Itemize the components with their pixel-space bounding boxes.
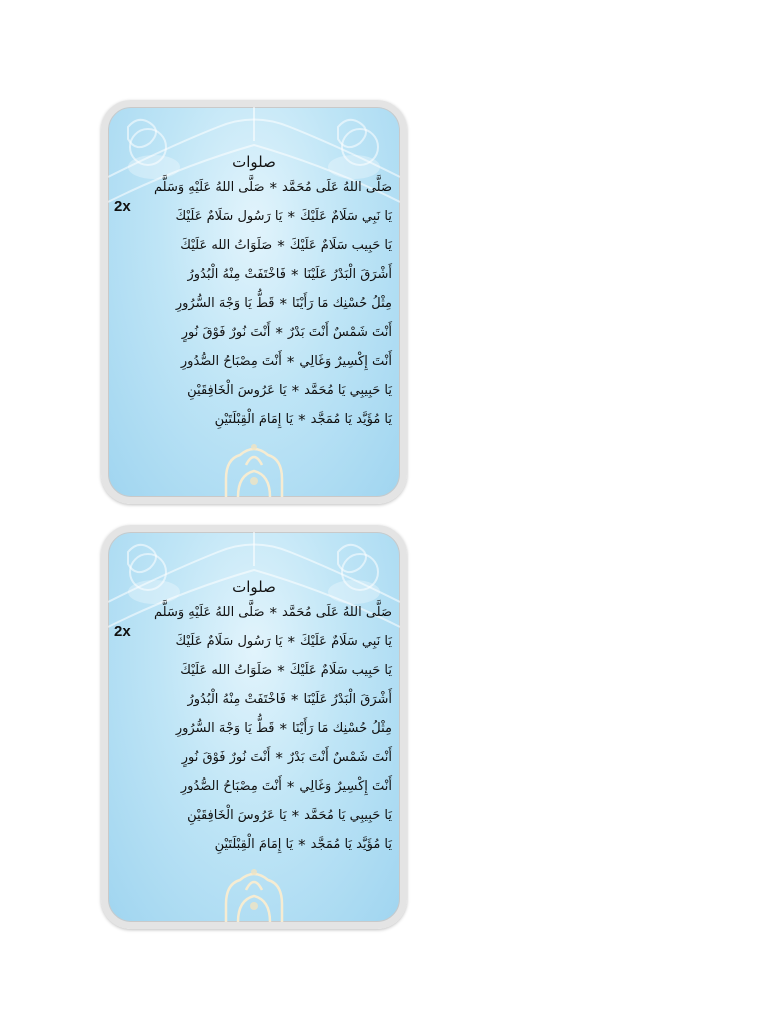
verse-list: [132, 173, 392, 434]
salawat-card-2: [101, 525, 407, 929]
verse-second-hemistich: صَلَّى اللهُ عَلَيْهِ وَسَلَّم: [153, 605, 265, 620]
verse-second-hemistich: فَاخْتَفَتْ مِنْهُ الْبُدُورُ: [187, 692, 286, 707]
verse-row: [132, 318, 392, 347]
separator-star-icon: *: [291, 265, 299, 284]
verse-first-hemistich: يَا مُؤَيَّد يَا مُمَجَّد: [310, 412, 392, 427]
verse-second-hemistich: قَطُّ يَا وَجْهَ السُّرُورِ: [175, 296, 275, 311]
separator-star-icon: *: [279, 719, 288, 738]
verse-second-hemistich: أَنْتَ نُورٌ فَوْقَ نُورٍ: [181, 325, 271, 340]
verse-first-hemistich: أَشْرَقَ الْبَدْرُ عَلَيْنَا: [303, 692, 392, 707]
verse-first-hemistich: يَا حَبِيبِي يَا مُحَمَّد: [304, 808, 392, 823]
verse-row: [132, 830, 392, 859]
verse-second-hemistich: صَلَّى اللهُ عَلَيْهِ وَسَلَّم: [153, 180, 265, 195]
verse-first-hemistich: يَا نَبِي سَلَامٌ عَلَيْكَ: [300, 209, 392, 224]
verse-row: [132, 685, 392, 714]
verse-first-hemistich: أَنْتَ إِكْسِيرٌ وَغَالِي: [299, 354, 392, 369]
separator-star-icon: *: [298, 410, 306, 429]
verse-second-hemistich: قَطُّ يَا وَجْهَ السُّرُورِ: [175, 721, 275, 736]
verse-first-hemistich: أَشْرَقَ الْبَدْرُ عَلَيْنَا: [303, 267, 392, 282]
verse-first-hemistich: صَلَّى اللهُ عَلَى مُحَمَّد: [281, 605, 392, 620]
verse-row: [132, 772, 392, 801]
separator-star-icon: *: [275, 323, 283, 342]
verse-second-hemistich: أَنْتَ مِصْبَاحُ الصُّدُورِ: [180, 779, 282, 794]
verse-row: [132, 347, 392, 376]
verse-row: [132, 260, 392, 289]
separator-star-icon: *: [287, 207, 295, 226]
separator-star-icon: *: [269, 603, 277, 622]
verse-row: [132, 202, 392, 231]
verse-first-hemistich: أَنْتَ إِكْسِيرٌ وَغَالِي: [299, 779, 392, 794]
separator-star-icon: *: [286, 352, 295, 371]
separator-star-icon: *: [291, 381, 300, 400]
separator-star-icon: *: [298, 835, 306, 854]
verse-first-hemistich: يَا نَبِي سَلَامٌ عَلَيْكَ: [300, 634, 392, 649]
verse-row: [132, 743, 392, 772]
card-content: [108, 107, 400, 497]
verse-second-hemistich: يَا إِمَامَ الْقِبْلَتَيْنِ: [214, 837, 294, 852]
verse-second-hemistich: أَنْتَ مِصْبَاحُ الصُّدُورِ: [180, 354, 282, 369]
verse-second-hemistich: صَلَوَاتُ الله عَلَيْكَ: [180, 238, 273, 253]
card-content: [108, 532, 400, 922]
repeat-note: 2x: [114, 623, 131, 640]
verse-second-hemistich: صَلَوَاتُ الله عَلَيْكَ: [180, 663, 273, 678]
separator-star-icon: *: [277, 661, 285, 680]
verse-row: [132, 173, 392, 202]
verse-row: [132, 405, 392, 434]
verse-row: [132, 376, 392, 405]
verse-first-hemistich: أَنْتَ شَمْسٌ أَنْتَ بَدْرٌ: [287, 325, 392, 340]
verse-second-hemistich: يَا رَسُول سَلَامٌ عَلَيْكَ: [175, 209, 283, 224]
repeat-note: 2x: [114, 198, 131, 215]
verse-first-hemistich: مِثْلُ حُسْنِك مَا رَأَيْنَا: [292, 296, 392, 311]
separator-star-icon: *: [291, 690, 299, 709]
separator-star-icon: *: [286, 777, 295, 796]
separator-star-icon: *: [269, 178, 277, 197]
verse-first-hemistich: يَا مُؤَيَّد يَا مُمَجَّد: [310, 837, 392, 852]
card-title: صلوات: [232, 153, 276, 171]
verse-row: [132, 598, 392, 627]
verse-first-hemistich: يَا حَبِيب سَلَامٌ عَلَيْكَ: [289, 663, 392, 678]
verse-second-hemistich: أَنْتَ نُورٌ فَوْقَ نُورٍ: [181, 750, 271, 765]
verse-second-hemistich: يَا إِمَامَ الْقِبْلَتَيْنِ: [214, 412, 294, 427]
verse-first-hemistich: أَنْتَ شَمْسٌ أَنْتَ بَدْرٌ: [287, 750, 392, 765]
verse-row: [132, 801, 392, 830]
separator-star-icon: *: [291, 806, 300, 825]
verse-first-hemistich: يَا حَبِيب سَلَامٌ عَلَيْكَ: [289, 238, 392, 253]
verse-second-hemistich: يَا رَسُول سَلَامٌ عَلَيْكَ: [175, 634, 283, 649]
verse-row: [132, 231, 392, 260]
separator-star-icon: *: [279, 294, 288, 313]
verse-row: [132, 289, 392, 318]
separator-star-icon: *: [287, 632, 295, 651]
verse-second-hemistich: فَاخْتَفَتْ مِنْهُ الْبُدُورُ: [187, 267, 286, 282]
verse-second-hemistich: يَا عَرُوسَ الْخَافِقَيْنِ: [187, 383, 287, 398]
separator-star-icon: *: [277, 236, 285, 255]
verse-first-hemistich: مِثْلُ حُسْنِك مَا رَأَيْنَا: [292, 721, 392, 736]
verse-second-hemistich: يَا عَرُوسَ الْخَافِقَيْنِ: [187, 808, 287, 823]
verse-row: [132, 627, 392, 656]
separator-star-icon: *: [275, 748, 283, 767]
verse-first-hemistich: يَا حَبِيبِي يَا مُحَمَّد: [304, 383, 392, 398]
verse-first-hemistich: صَلَّى اللهُ عَلَى مُحَمَّد: [281, 180, 392, 195]
verse-row: [132, 656, 392, 685]
card-title: صلوات: [232, 578, 276, 596]
salawat-card-1: [101, 100, 407, 504]
verse-list: [132, 598, 392, 859]
verse-row: [132, 714, 392, 743]
